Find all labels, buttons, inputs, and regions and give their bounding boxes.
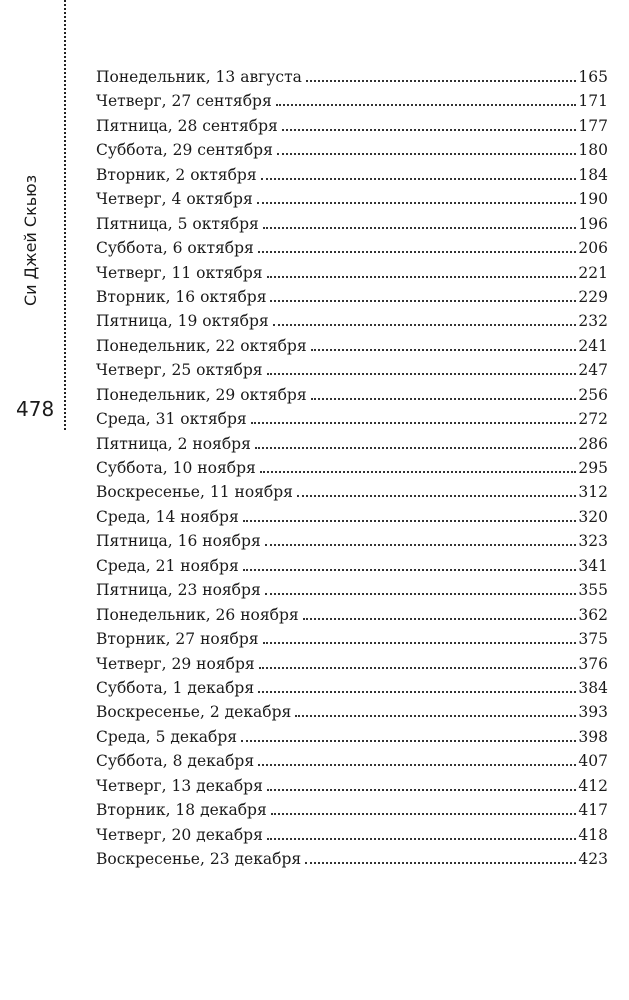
toc-entry-title: Понедельник, 26 ноября: [96, 605, 299, 624]
toc-dot-leader: [295, 715, 576, 717]
toc-entry-page: 384: [578, 678, 608, 697]
toc-dot-leader: [261, 178, 577, 180]
toc-entry-title: Среда, 31 октября: [96, 410, 247, 429]
toc-entry-page: 320: [578, 507, 608, 526]
toc-entry-page: 312: [578, 483, 608, 502]
toc-entry-page: 196: [578, 214, 608, 233]
toc-entry-page: 177: [578, 116, 608, 135]
toc-entry-page: 323: [578, 532, 608, 551]
toc-entry-title: Суббота, 29 сентября: [96, 141, 273, 160]
toc-dot-leader: [263, 642, 577, 644]
running-head-author: Си Джей Скьюз: [21, 174, 40, 306]
toc-entry-page: 375: [578, 630, 608, 649]
toc-entry-title: Четверг, 13 декабря: [96, 776, 263, 795]
page-number: 478: [16, 397, 55, 421]
toc-entry-page: 295: [578, 459, 608, 477]
toc-entry: [96, 288, 608, 312]
toc-entry-title: Пятница, 2 ноября: [96, 434, 251, 453]
toc-dot-leader: [311, 349, 577, 351]
toc-entry-title: Суббота, 6 октября: [96, 239, 254, 258]
toc-entry: [96, 606, 608, 630]
toc-dot-leader: [255, 447, 577, 449]
toc-entry-title: Четверг, 20 декабря: [96, 825, 263, 844]
toc-dot-leader: [311, 398, 577, 400]
toc-entry-title: Суббота, 1 декабря: [96, 678, 255, 697]
toc-entry-page: 272: [578, 410, 608, 429]
toc-entry-page: 184: [578, 165, 608, 184]
toc-dot-leader: [270, 300, 576, 302]
toc-entry-title: Понедельник, 13 августа: [96, 68, 302, 86]
toc-entry-title: Среда, 5 декабря: [96, 727, 238, 746]
toc-dot-leader: [260, 471, 577, 473]
toc-entry-title: Четверг, 4 октября: [96, 190, 253, 209]
toc-entry-title: Воскресенье, 23 декабря: [96, 850, 302, 868]
toc-entry-title: Вторник, 18 декабря: [96, 801, 267, 820]
toc-entry-title: Понедельник, 22 октября: [96, 336, 307, 355]
toc-entry: [96, 557, 608, 581]
toc-dot-leader: [282, 129, 577, 131]
toc-entry-page: 355: [578, 581, 608, 600]
toc-dot-leader: [258, 764, 576, 766]
toc-entry: [96, 410, 608, 434]
toc-dot-leader: [243, 520, 577, 522]
toc-entry: [96, 215, 608, 239]
toc-entry: [96, 826, 608, 850]
toc-entry: [96, 483, 608, 507]
toc-dot-leader: [276, 104, 577, 106]
toc-dot-leader: [305, 862, 576, 864]
toc-entry-title: Понедельник, 29 октября: [96, 385, 307, 404]
toc-dot-leader: [267, 373, 577, 375]
toc-entry-title: Четверг, 27 сентября: [96, 92, 272, 111]
toc-entry-title: Суббота, 8 декабря: [96, 752, 255, 771]
toc-entry-page: 418: [578, 825, 608, 844]
toc-dot-leader: [303, 618, 577, 620]
toc-entry-title: Четверг, 25 октября: [96, 361, 263, 380]
toc-dot-leader: [258, 251, 577, 253]
toc-entry: [96, 264, 608, 288]
toc-entry-title: Пятница, 19 октября: [96, 312, 269, 331]
toc-entry: [96, 581, 608, 605]
toc-dot-leader: [297, 495, 576, 497]
toc-entry-page: 286: [578, 434, 608, 453]
toc-entry: [96, 68, 608, 92]
toc-entry: [96, 361, 608, 385]
toc-entry-page: 165: [578, 68, 608, 86]
toc-entry-page: 206: [578, 239, 608, 258]
toc-entry-page: 417: [578, 801, 608, 820]
toc-entry-title: Пятница, 16 ноября: [96, 532, 261, 551]
toc-dot-leader: [267, 838, 577, 840]
toc-entry-page: 232: [578, 312, 608, 331]
toc-entry: [96, 459, 608, 483]
toc-entry-title: Пятница, 23 ноября: [96, 581, 261, 600]
toc-entry-page: 171: [578, 92, 608, 111]
toc-dot-leader: [306, 80, 576, 82]
toc-dot-leader: [263, 227, 577, 229]
toc-entry: [96, 777, 608, 801]
toc-entry-page: 423: [578, 850, 608, 868]
toc-entry-page: 180: [578, 141, 608, 160]
toc-entry-page: 229: [578, 287, 608, 306]
toc-dot-leader: [267, 789, 577, 791]
toc-dot-leader: [243, 569, 577, 571]
toc-entry-title: Среда, 21 ноября: [96, 556, 239, 575]
toc-entry: [96, 92, 608, 116]
toc-entry-title: Вторник, 2 октября: [96, 165, 257, 184]
toc-dot-leader: [259, 667, 577, 669]
toc-entry-title: Вторник, 27 ноября: [96, 630, 259, 649]
toc-entry-page: 398: [578, 727, 608, 746]
toc-entry: [96, 532, 608, 556]
toc-entry-title: Воскресенье, 2 декабря: [96, 703, 292, 722]
table-of-contents: [96, 68, 608, 874]
toc-entry: [96, 141, 608, 165]
toc-entry-page: 247: [578, 361, 608, 380]
toc-entry: [96, 728, 608, 752]
toc-dot-leader: [265, 593, 577, 595]
toc-entry: [96, 117, 608, 141]
toc-dot-leader: [277, 153, 577, 155]
toc-entry-page: 256: [578, 385, 608, 404]
toc-entry: [96, 386, 608, 410]
toc-entry: [96, 337, 608, 361]
toc-entry: [96, 655, 608, 679]
toc-entry: [96, 190, 608, 214]
toc-dot-leader: [267, 276, 577, 278]
toc-dot-leader: [257, 202, 577, 204]
toc-entry: [96, 679, 608, 703]
toc-entry: [96, 312, 608, 336]
margin-dotted-rule: [64, 0, 66, 430]
toc-dot-leader: [241, 740, 576, 742]
toc-entry: [96, 801, 608, 825]
toc-entry: [96, 166, 608, 190]
toc-entry-page: 393: [578, 703, 608, 722]
toc-entry-title: Четверг, 29 ноября: [96, 654, 255, 673]
toc-entry: [96, 630, 608, 654]
toc-entry: [96, 850, 608, 874]
toc-entry-title: Воскресенье, 11 ноября: [96, 483, 293, 502]
toc-dot-leader: [251, 422, 577, 424]
toc-entry-page: 341: [578, 556, 608, 575]
toc-dot-leader: [271, 813, 577, 815]
toc-dot-leader: [273, 324, 577, 326]
toc-entry-title: Пятница, 5 октября: [96, 214, 259, 233]
toc-entry-page: 241: [578, 336, 608, 355]
toc-entry-page: 376: [578, 654, 608, 673]
toc-entry-title: Вторник, 16 октября: [96, 287, 267, 306]
toc-entry-title: Среда, 14 ноября: [96, 507, 239, 526]
toc-dot-leader: [258, 691, 576, 693]
toc-dot-leader: [265, 544, 577, 546]
toc-entry-page: 221: [578, 263, 608, 282]
toc-entry-page: 407: [578, 752, 608, 771]
toc-entry: [96, 435, 608, 459]
toc-entry-title: Пятница, 28 сентября: [96, 116, 278, 135]
toc-entry: [96, 752, 608, 776]
toc-entry-page: 362: [578, 605, 608, 624]
toc-entry: [96, 703, 608, 727]
toc-entry-page: 190: [578, 190, 608, 209]
toc-entry-title: Четверг, 11 октября: [96, 263, 263, 282]
toc-entry: [96, 239, 608, 263]
toc-entry-title: Суббота, 10 ноября: [96, 459, 256, 477]
toc-entry: [96, 508, 608, 532]
toc-entry-page: 412: [578, 776, 608, 795]
